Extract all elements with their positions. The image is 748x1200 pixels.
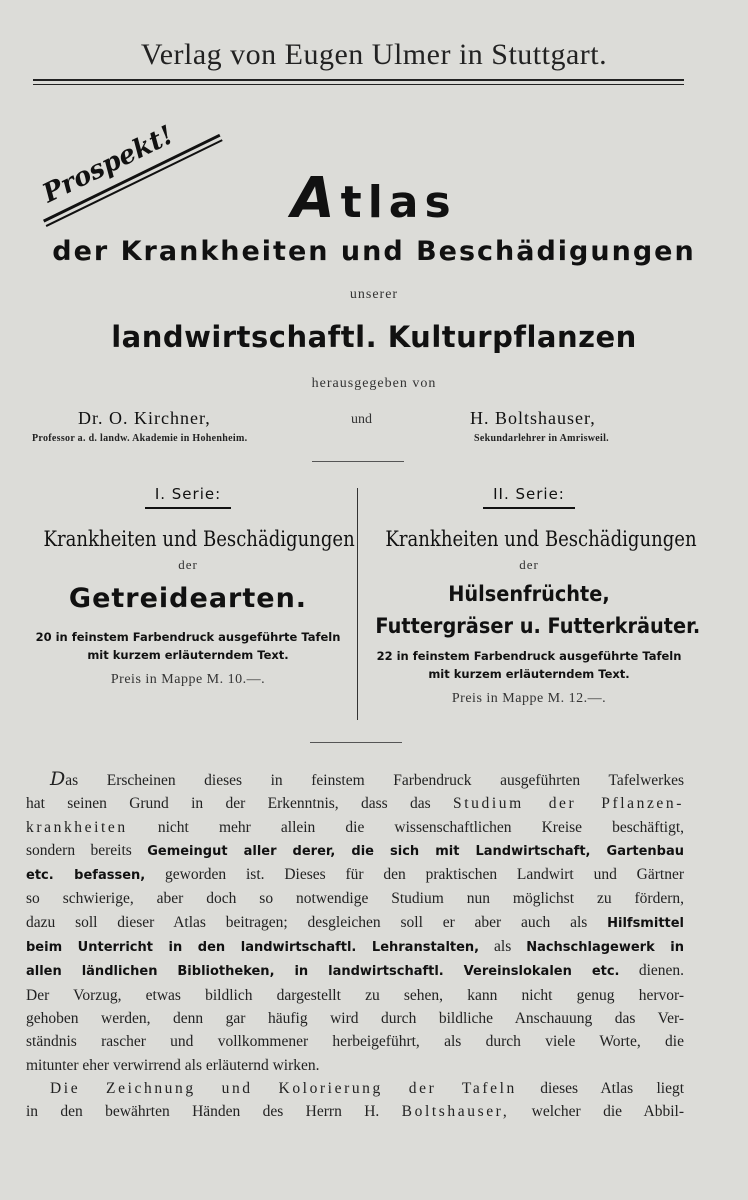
subtitle-line1: der Krankheiten und Beschädigungen: [52, 236, 696, 267]
body-line: sondern bereits Gemeingut aller derer, die sich mit Landwirtschaft, Gartenbau: [26, 841, 685, 859]
section-divider-bottom: [310, 742, 402, 743]
body-line: in den bewährten Händen des Herrn H. Boltshauser, welcher die Abbil-: [26, 1103, 685, 1121]
series-1-price: Preis in Mappe M. 10.—.: [110, 672, 266, 687]
body-line: Die Zeichnung und Kolorierung der Tafeln dieses Atlas liegt: [50, 1079, 685, 1097]
series-2-heading: Krankheiten und Beschädigungen: [385, 527, 697, 551]
body-line: allen ländlichen Bibliotheken, in landwirtschaftl. Vereinslokalen etc. dienen.: [26, 962, 685, 980]
section-divider-top: [312, 461, 404, 462]
body-line: mitunter eher verwirrend als erläuternd wirken.: [26, 1056, 320, 1074]
body-line: gehoben werden, denn gar häufig wird durch bildliche Anschauung das Ver-: [26, 1009, 684, 1027]
series-1-column: [20, 484, 356, 688]
publisher-header: Verlag von Eugen Ulmer in Stuttgart.: [140, 38, 608, 71]
authors-and: und: [351, 412, 372, 427]
author-right-name: H. Boltshauser,: [470, 408, 596, 428]
series-2-subject-line2: Futtergräser u. Futterkräuter.: [375, 614, 701, 638]
atlas-title: [0, 166, 748, 231]
body-line: ständnis rascher und vollkommener herbeigeführt, als durch viele Worte, die: [26, 1033, 684, 1051]
series-2-desc-line2: mit kurzem erläuterndem Text.: [428, 667, 630, 681]
body-line: etc. befassen, geworden ist. Dieses für den praktischen Landwirt und Gärtner: [26, 866, 684, 884]
series-1-der: der: [178, 557, 198, 572]
editor-phrase: herausgegeben von: [311, 376, 437, 391]
author-right-title: Sekundarlehrer in Amrisweil.: [474, 433, 609, 444]
body-line: hat seinen Grund in der Erkenntnis, dass das Studium der Pflanzen-: [26, 795, 685, 813]
title-rest: tlas: [340, 177, 457, 228]
stamp-text: Prospekt!: [38, 120, 179, 210]
header-rule-thick: [33, 79, 684, 81]
body-paragraphs: [26, 768, 684, 1123]
series-2-label: II. Serie:: [483, 485, 575, 509]
series-2-price: Preis in Mappe M. 12.—.: [451, 691, 607, 706]
body-line: Das Erscheinen dieses in feinstem Farbendruck ausgeführten Tafelwerkes: [50, 768, 684, 790]
subtitle-line2: landwirtschaftl. Kulturpflanzen: [111, 320, 637, 354]
author-left-name: Dr. O. Kirchner,: [78, 408, 211, 428]
series-2-column: [362, 484, 701, 707]
series-2-der: der: [519, 557, 539, 572]
series-2-desc-line1: 22 in feinstem Farbendruck ausgeführte Tafeln: [376, 649, 682, 663]
series-1-desc-line2: mit kurzem erläuterndem Text.: [87, 648, 289, 662]
body-line: Der Vorzug, etwas bildlich dargestellt zu sehen, kann nicht genug hervor-: [26, 986, 684, 1004]
column-divider: [357, 488, 358, 720]
title-initial: A: [291, 166, 341, 231]
series-1-desc-line1: 20 in feinstem Farbendruck ausgeführte Tafeln: [35, 630, 341, 644]
series-1-subject: Getreidearten.: [68, 583, 308, 614]
body-line: so schwierige, aber doch so notwendige Studium nun möglichst zu fördern,: [26, 890, 684, 908]
subtitle-connector: unserer: [349, 287, 399, 302]
series-1-heading: Krankheiten und Beschädigungen: [43, 527, 355, 551]
author-left-title: Professor a. d. landw. Akademie in Hohenheim.: [32, 433, 248, 444]
header-rule-thin: [33, 84, 684, 85]
series-1-label: I. Serie:: [145, 485, 231, 509]
body-line: beim Unterricht in den landwirtschaftl. Lehranstalten, als Nachschlagewerk in: [26, 938, 685, 956]
series-2-subject-line1: Hülsenfrüchte,: [448, 582, 610, 606]
body-initial: D: [50, 768, 66, 790]
body-line: krankheiten nicht mehr allein die wissenschaftlichen Kreise beschäftigt,: [26, 818, 685, 836]
body-line: dazu soll dieser Atlas beitragen; desgleichen soll er aber auch als Hilfsmittel: [26, 913, 685, 931]
